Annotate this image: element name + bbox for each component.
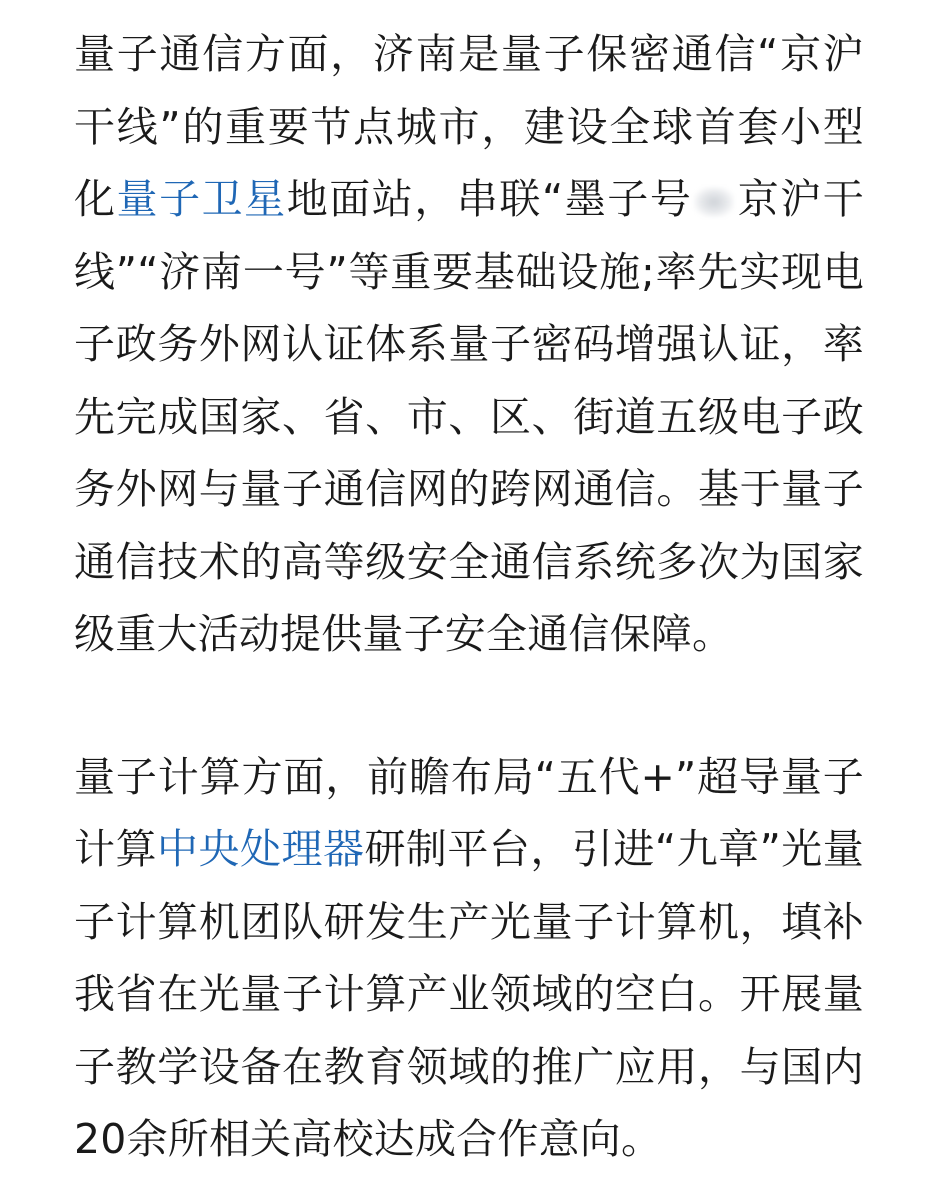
link-quantum-satellite[interactable]: 量子卫星 [116, 175, 287, 223]
paragraph-text: 地面站，串联“墨子号 [286, 175, 693, 223]
paragraph-text: 研制平台，引进“九章”光量子计算机团队研发生产光量子计算机，填补我省在光量子计算产业领域的空白。开展量子教学设备在教育领域的推广应用，与国内20余所相关高校达成合作意向。 [74, 825, 864, 1163]
paragraph-text: 京沪干线”“济南一号”等重要基础设施;率先实现电子政务外网认证体系量子密码增强认证，率先完成国家、省、市、区、街道五级电子政务外网与量子通信网的跨网通信。基于量子通信技术的高等级安全通信系统多次为国家级重大活动提供量子安全通信保障。 [74, 175, 864, 658]
link-central-processor[interactable]: 中央处理器 [156, 825, 365, 873]
blurred-separator [694, 187, 734, 217]
paragraph-text: 量子计算方面，前瞻布局“五代+”超导量子计算 [74, 752, 864, 873]
paragraph-quantum-communication [74, 18, 864, 671]
article-body [74, 18, 864, 1176]
paragraph-quantum-computing [74, 741, 864, 1176]
paragraph-text: 量子通信方面，济南是量子保密通信“京沪干线”的重要节点城市，建设全球首套小型化 [74, 30, 864, 223]
